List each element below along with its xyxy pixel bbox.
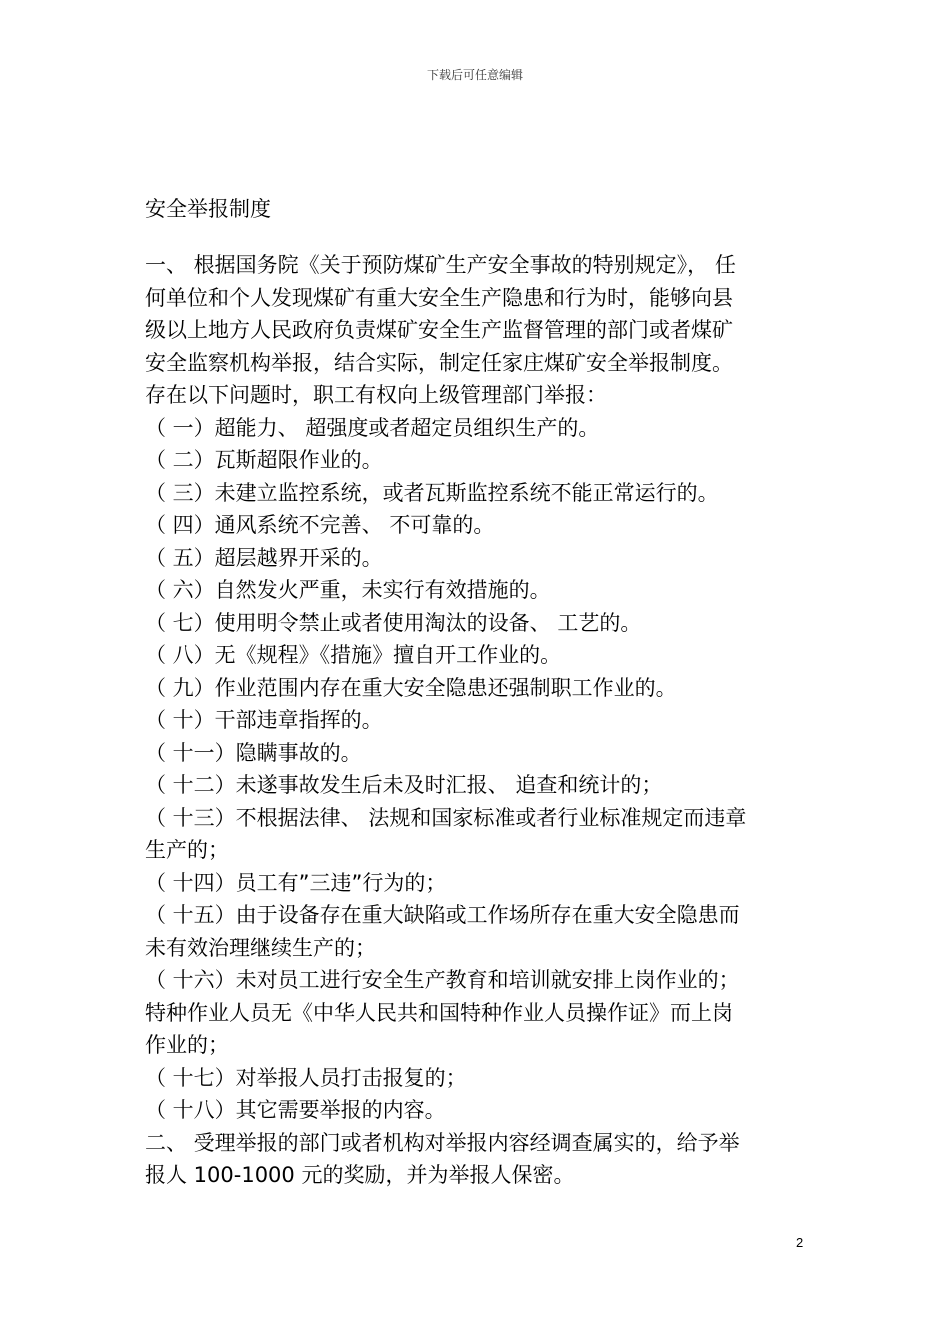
list-item: （ 二）瓦斯超限作业的。	[145, 448, 383, 472]
list-item: （ 十六）未对员工进行安全生产教育和培训就安排上岗作业的；	[145, 968, 740, 992]
page-number: 2	[796, 1235, 804, 1250]
body-line: 报人 100-1000 元的奖励，并为举报人保密。	[145, 1163, 575, 1187]
list-item: （ 十）干部违章指挥的。	[145, 708, 383, 732]
list-item: （ 三）未建立监控系统，或者瓦斯监控系统不能正常运行的。	[145, 480, 719, 505]
list-item-continuation: 未有效治理继续生产的；	[145, 935, 376, 960]
list-item: （ 十一）隐瞒事故的。	[145, 740, 362, 765]
list-item-continuation: 特种作业人员无《中华人民共和国特种作业人员操作证》而上岗	[145, 1000, 733, 1025]
body-line: 存在以下问题时，职工有权向上级管理部门举报：	[145, 383, 607, 407]
body-line: 一、 根据国务院《关于预防煤矿生产安全事故的特别规定》， 任	[145, 253, 736, 277]
body-line: 级以上地方人民政府负责煤矿安全生产监督管理的部门或者煤矿	[145, 318, 733, 342]
list-item: （ 十二）未遂事故发生后未及时汇报、 追查和统计的；	[145, 773, 663, 797]
body-line: 安全监察机构举报，结合实际，制定任家庄煤矿安全举报制度。	[145, 350, 733, 375]
list-item: （ 八）无《规程》《措施》擅自开工作业的。	[145, 643, 562, 667]
list-item: （ 五）超层越界开采的。	[145, 545, 383, 570]
list-item-continuation: 生产的；	[145, 838, 229, 862]
list-item-continuation: 作业的；	[145, 1033, 229, 1057]
body-line: 何单位和个人发现煤矿有重大安全生产隐患和行为时，能够向县	[145, 285, 733, 310]
document-title: 安全举报制度	[145, 197, 271, 221]
list-item: （ 七）使用明令禁止或者使用淘汰的设备、 工艺的。	[145, 610, 642, 635]
list-item: （ 四）通风系统不完善、 不可靠的。	[145, 513, 495, 537]
list-item: （ 十七）对举报人员打击报复的；	[145, 1065, 467, 1090]
document-body	[145, 249, 807, 1192]
list-item: （ 十五）由于设备存在重大缺陷或工作场所存在重大安全隐患而	[145, 903, 740, 927]
body-line: 二、 受理举报的部门或者机构对举报内容经调查属实的，给予举	[145, 1130, 740, 1155]
header-note: 下载后可任意编辑	[426, 68, 523, 82]
list-item: （ 六）自然发火严重，未实行有效措施的。	[145, 578, 551, 602]
list-item: （ 九）作业范围内存在重大安全隐患还强制职工作业的。	[145, 675, 677, 700]
list-item: （ 十三）不根据法律、 法规和国家标准或者行业标准规定而违章	[145, 805, 747, 830]
list-item: （ 十八）其它需要举报的内容。	[145, 1098, 446, 1122]
list-item: （ 一）超能力、 超强度或者超定员组织生产的。	[145, 415, 600, 440]
list-item: （ 十四）员工有”三违”行为的；	[145, 870, 447, 895]
